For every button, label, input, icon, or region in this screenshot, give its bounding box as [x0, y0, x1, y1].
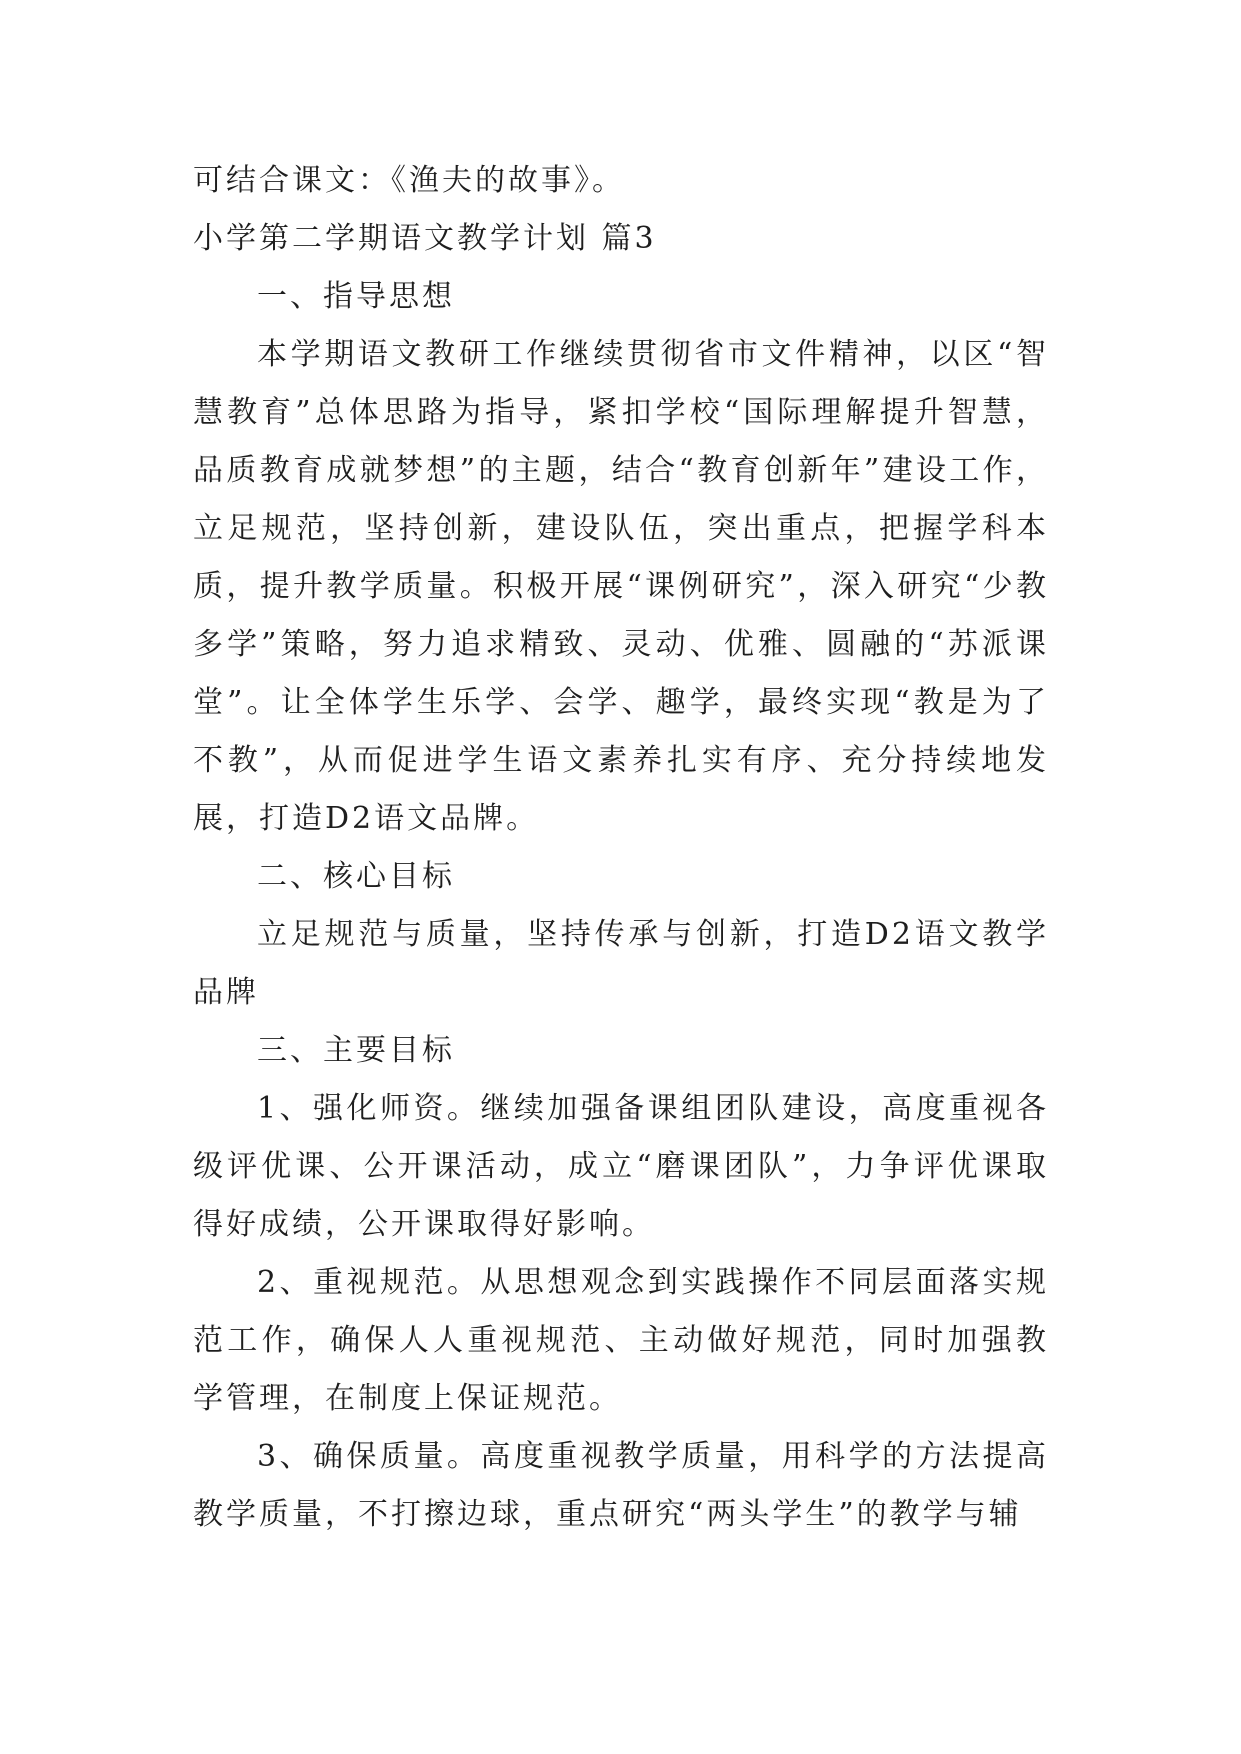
heading-guiding-ideology: 一、指导思想 — [257, 279, 455, 314]
goal-item-1: 1、强化师资。继续加强备课组团队建设，高度重视各级评优课、公开课活动，成立“磨课团队”，力争评优课取得好成绩，公开课取得好影响。 — [193, 1091, 1049, 1242]
paragraph-guiding-ideology: 本学期语文教研工作继续贯彻省市文件精神，以区“智慧教育”总体思路为指导，紧扣学校“国际理解提升智慧，品质教育成就梦想”的主题，结合“教育创新年”建设工作，立足规范，坚持创新，建设队伍，突出重点，把握学科本质，提升教学质量。积极开展“课例研究”，深入研究“少教多学”策略，努力追求精致、灵动、优雅、圆融的“苏派课堂”。让全体学生乐学、会学、趣学，最终实现“教是为了不教”，从而促进学生语文素养扎实有序、充分持续地发展，打造D2语文品牌。 — [193, 337, 1049, 836]
document-body — [193, 152, 1049, 1544]
intro-line: 可结合课文：《渔夫的故事》。 — [193, 163, 625, 198]
paragraph-core-goal: 立足规范与质量，坚持传承与创新，打造D2语文教学品牌 — [193, 917, 1049, 1010]
goal-item-3: 3、确保质量。高度重视教学质量，用科学的方法提高教学质量，不打擦边球，重点研究“两头学生”的教学与辅 — [193, 1439, 1049, 1532]
heading-main-goals: 三、主要目标 — [257, 1033, 455, 1068]
section-title: 小学第二学期语文教学计划 篇3 — [193, 221, 657, 256]
goal-item-2: 2、重视规范。从思想观念到实践操作不同层面落实规范工作，确保人人重视规范、主动做好规范，同时加强教学管理，在制度上保证规范。 — [193, 1265, 1049, 1416]
heading-core-goal: 二、核心目标 — [257, 859, 455, 894]
